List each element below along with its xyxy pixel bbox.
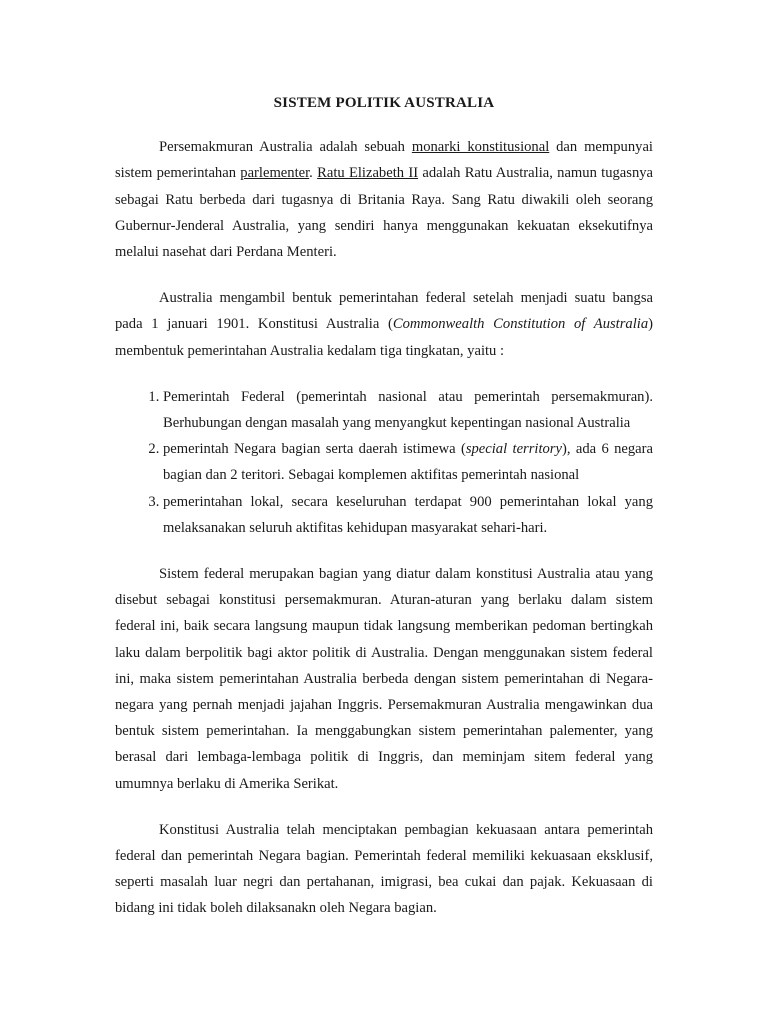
government-levels-list bbox=[115, 384, 653, 541]
link-ratu-elizabeth[interactable]: Ratu Elizabeth II bbox=[317, 165, 419, 182]
paragraph-2 bbox=[115, 285, 653, 364]
document-page bbox=[115, 90, 653, 942]
list-item bbox=[163, 436, 653, 488]
list-item-1-text: Pemerintah Federal (pemerintah nasional atau pemerintah persemakmuran). Berhubungan dengan masalah yang menyangkut kepentingan nasional Australia bbox=[163, 388, 653, 432]
list-item-3-text: pemerintahan lokal, secara keseluruhan terdapat 900 pemerintahan lokal yang melaksanakan seluruh aktifitas kehidupan masyarakat sehari-hari. bbox=[163, 493, 653, 536]
list-item bbox=[163, 489, 653, 541]
list-item-2-text-b: ), ada 6 negara bagian dan 2 teritori. Sebagai komplemen aktifitas pemerintah nasional bbox=[163, 441, 653, 484]
list-item-2-italic: special territory bbox=[465, 441, 562, 458]
list-item bbox=[163, 384, 653, 436]
document-title: SISTEM POLITIK AUSTRALIA bbox=[273, 95, 495, 111]
p1-text-b: dan mempunyai sistem pemerintahan bbox=[115, 139, 653, 182]
p2-text-a: Australia mengambil bentuk pemerintahan federal setelah menjadi suatu bangsa pada 1 januari 1901. Konstitusi Australia ( bbox=[115, 290, 653, 333]
p1-text-d: adalah Ratu Australia, namun tugasnya sebagai Ratu berbeda dari tugasnya di Britania Raya. Sang Ratu diwakili oleh seorang Gubernur-Jenderal Australia, yang sendiri hanya menggunakan kekuatan eksekutifnya melalui nasehat dari Perdana Menteri. bbox=[115, 165, 654, 261]
p1-text-c: . bbox=[309, 165, 318, 182]
link-parlementer[interactable]: parlementer bbox=[240, 165, 310, 182]
paragraph-1 bbox=[115, 134, 653, 265]
p2-text-b: ) membentuk pemerintahan Australia kedalam tiga tingkatan, yaitu : bbox=[115, 316, 653, 359]
p2-italic: Commonwealth Constitution of Australia bbox=[392, 316, 649, 333]
p1-text-a: Persemakmuran Australia adalah sebuah bbox=[159, 139, 412, 156]
paragraph-3: Sistem federal merupakan bagian yang diatur dalam konstitusi Australia atau yang disebut sebagai konstitusi persemakmuran. Aturan-aturan yang berlaku dalam sistem federal ini, baik secara langsung maupun tidak langsung memberikan pedoman bertingkah laku dalam berpolitik bagi aktor politik di Australia. Dengan menggunakan sistem federal ini, maka sistem pemerintahan Australia berbeda dengan sistem pemerintahan di Negara-negara yang pernah menjadi jajahan Inggris. Persemakmuran Australia mengawinkan dua bentuk sistem pemerintahan. Ia menggabungkan sistem pemerintahan palementer, yang berasal dari lembaga-lembaga politik di Inggris, dan meminjam sitem federal yang umumnya berlaku di Amerika Serikat. bbox=[115, 566, 653, 792]
list-item-2-text-a: pemerintah Negara bagian serta daerah istimewa ( bbox=[163, 441, 466, 458]
paragraph-4: Konstitusi Australia telah menciptakan pembagian kekuasaan antara pemerintah federal dan pemerintah Negara bagian. Pemerintah federal memiliki kekuasaan eksklusif, seperti masalah luar negri dan pertahanan, imigrasi, bea cukai dan pajak. Kekuasaan di bidang ini tidak boleh dilaksanakn oleh Negara bagian. bbox=[115, 821, 653, 917]
link-monarki-konstitusional[interactable]: monarki konstitusional bbox=[411, 139, 550, 156]
